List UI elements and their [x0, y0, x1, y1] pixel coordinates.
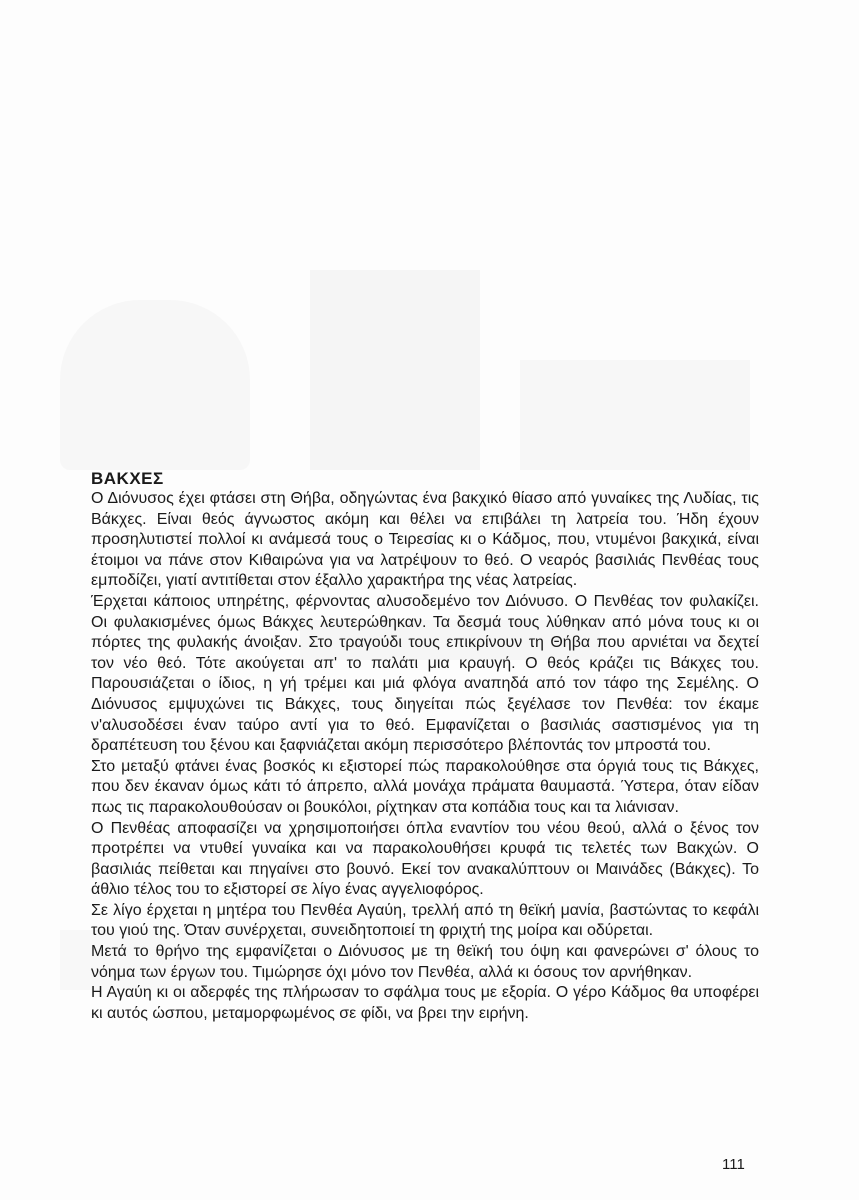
show-through-shape: [520, 360, 750, 470]
page-number: 111: [722, 1156, 745, 1173]
paragraph-epiphany: Μετά το θρήνο της εμφανίζεται ο Διόνυσος με τη θεϊκή του όψη και φανερώνει σ' όλους το νόημα των έργων του. Τιμώρησε όχι μόνο τον Πενθέα, αλλά κι όσους τον αρνήθηκαν.: [91, 943, 759, 981]
synopsis-text-block: [91, 468, 759, 1024]
paragraph-herdsman: Στο μεταξύ φτάνει ένας βοσκός κι εξιστορεί πώς παρακολούθησε στα όργιά τους τις Βάκχες, που δεν έκαναν όμως κάτι τό άπρεπο, αλλά μονάχα πράματα θαυμαστά. Ύστερα, όταν είδαν πως τις παρακολουθούσαν οι βουκόλοι, ρίχτηκαν στα κοπάδια τους και τα λιάνισαν.: [91, 757, 759, 816]
paragraph-imprisonment: Έρχεται κάποιος υπηρέτης, φέρνοντας αλυσοδεμένο τον Διόνυσο. Ο Πενθέας τον φυλακίζει. Οι φυλακισμένες όμως Βάκχες λευτερώθηκαν. Τα δεσμά τους λύθηκαν από μόνα τους κι οι πόρτες της φυλακής άνοιξαν. Στο τραγούδι τους επικρίνουν τη Θήβα που αρνιέται να δεχτεί τον νέο θεό. Τότε ακούγεται απ' το παλάτι μια κραυγή. Ο θεός κράζει τις Βάκχες του. Παρουσιάζεται ο ίδιος, η γή τρέμει και μιά φλόγα αναπηδά από τον τάφο της Σεμέλης. Ο Διόνυσος εμψυχώνει τις Βάκχες, τους διηγείται πώς ξεγέλασε τον Πενθέα: τον έκαμε ν'αλυσοδέσει έναν ταύρο αντί για το θεό. Εμφανίζεται ο βασιλιάς σαστισμένος για τη δραπέτευση του ξένου και ξαφνιάζεται ακόμη περισσότερο βλέποντάς τον μπροστά του.: [91, 592, 759, 755]
paragraph-pentheus-spies: Ο Πενθέας αποφασίζει να χρησιμοποιήσει όπλα εναντίον του νέου θεού, αλλά ο ξένος τον προτρέπει να ντυθεί γυναίκα και να παρακολουθήσει κρυφά τις τελετές των Βακχών. Ο βασιλιάς πείθεται και πηγαίνει στο βουνό. Εκεί τον ανακαλύπτουν οι Μαινάδες (Βάκχες). Το άθλιο τέλος του το εξιστορεί σε λίγο ένας αγγελιοφόρος.: [91, 819, 759, 899]
show-through-shape: [310, 270, 480, 470]
section-title: ΒΑΚΧΕΣ: [91, 469, 164, 488]
paragraph-agave: Σε λίγο έρχεται η μητέρα του Πενθέα Αγαύη, τρελλή από τη θεϊκή μανία, βαστώντας το κεφάλι του γιού της. Όταν συνέρχεται, συνειδητοποιεί τη φριχτή της μοίρα και οδύρεται.: [91, 901, 759, 940]
paragraph-arrival: Ο Διόνυσος έχει φτάσει στη Θήβα, οδηγώντας ένα βακχικό θίασο από γυναίκες της Λυδίας, τις Βάκχες. Είναι θεός άγνωστος ακόμη και θέλει να επιβάλει τη λατρεία του. Ήδη έχουν προσηλυτιστεί πολλοί κι ανάμεσά τους ο Τειρεσίας κι ο Κάδμος, που, ντυμένοι βακχικά, είναι έτοιμοι να πάνε στον Κιθαιρώνα για να λατρέψουν το θεό. Ο νεαρός βασιλιάς Πενθέας τους εμποδίζει, γιατί αντιτίθεται στον έξαλλο χαρακτήρα της νέας λατρείας.: [91, 490, 759, 590]
paragraph-exile: Η Αγαύη κι οι αδερφές της πλήρωσαν το σφάλμα τους με εξορία. Ο γέρο Κάδμος θα υποφέρει κι αυτός ώσπου, μεταμορφωμένος σε φίδι, να βρει την ειρήνη.: [91, 984, 759, 1022]
show-through-shape: [60, 300, 250, 470]
